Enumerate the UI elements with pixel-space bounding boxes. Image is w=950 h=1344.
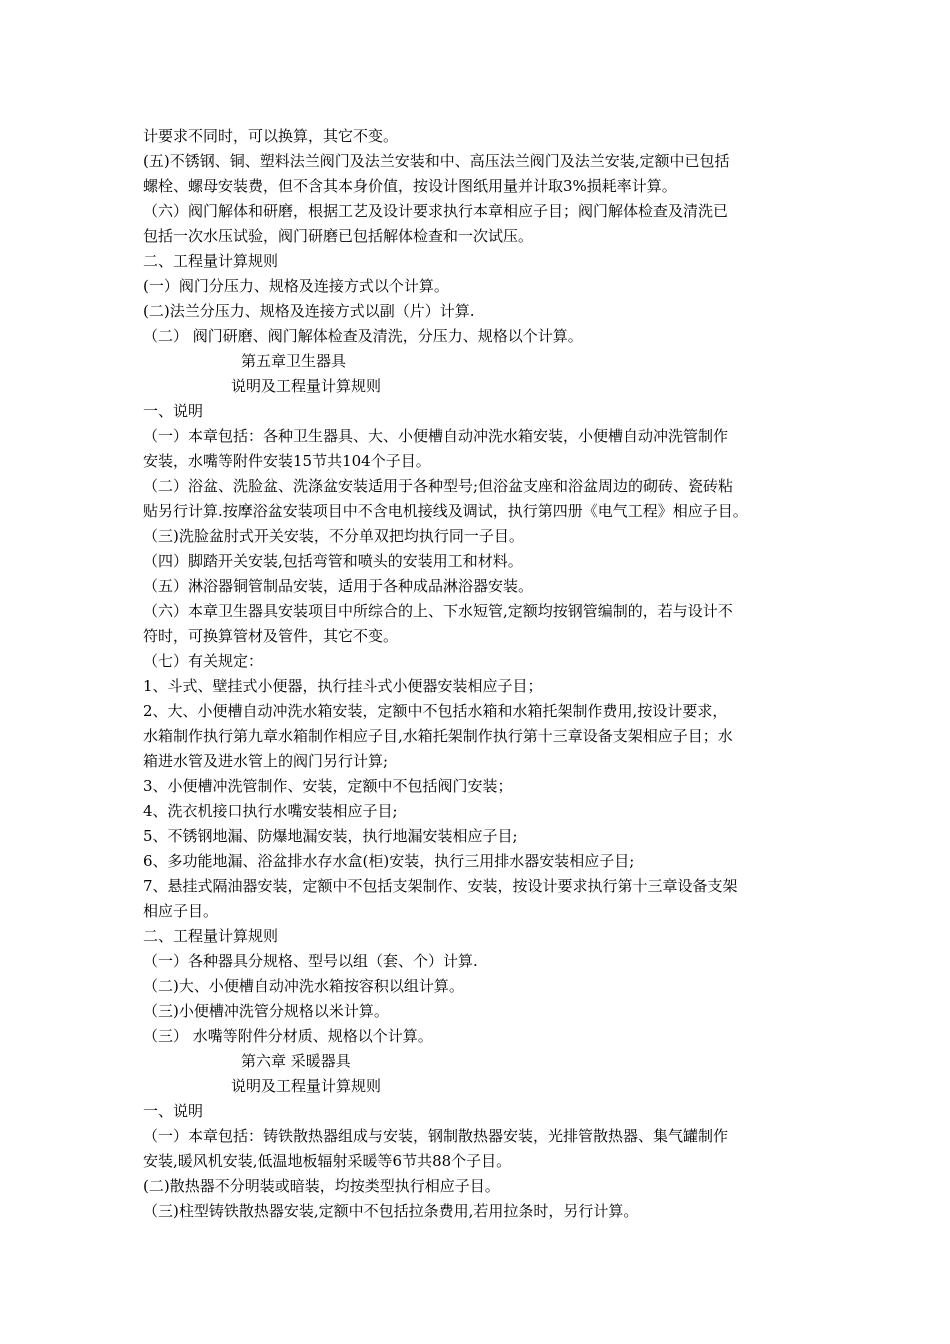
text-line: 2、大、小便槽自动冲洗水箱安装，定额中不包括水箱和水箱托架制作费用,按设计要求， [143, 702, 728, 720]
text-line: (一）阀门分压力、规格及连接方式以个计算。 [143, 277, 449, 295]
text-line: 箱进水管及进水管上的阀门另行计算; [143, 752, 389, 770]
chapter-heading: 第六章 采暖器具 [241, 1052, 351, 1070]
section-subheading: 说明及工程量计算规则 [231, 1077, 382, 1095]
text-line: 水箱制作执行第九章水箱制作相应子目,水箱托架制作执行第十三章设备支架相应子目；水 [143, 727, 733, 745]
chapter-heading: 第五章卫生器具 [241, 352, 347, 370]
text-line: 7、悬挂式隔油器安装，定额中不包括支架制作、安装，按设计要求执行第十三章设备支架 [143, 877, 738, 895]
text-line: 6、多功能地漏、浴盆排水存水盒(柜)安装，执行三用排水器安装相应子目; [143, 852, 635, 870]
text-line: （三） 水嘴等附件分材质、规格以个计算。 [143, 1027, 433, 1045]
text-line: （四）脚踏开关安装,包括弯管和喷头的安装用工和材料。 [143, 552, 523, 570]
section-subheading: 说明及工程量计算规则 [231, 377, 382, 395]
text-line: （三)柱型铸铁散热器安装,定额中不包括拉条费用,若用拉条时，另行计算。 [143, 1202, 639, 1220]
text-line: 计要求不同时，可以换算，其它不变。 [143, 127, 399, 145]
text-line: （一）各种器具分规格、型号以组（套、个）计算. [143, 952, 478, 970]
text-line: 3、小便槽冲洗管制作、安装，定额中不包括阀门安装； [143, 777, 513, 795]
text-line: 安装,暖风机安装,低温地板辐射采暖等6节共88个子目。 [143, 1152, 512, 1170]
text-line: (二)法兰分压力、规格及连接方式以副（片）计算. [143, 302, 475, 320]
text-line: (五)不锈钢、铜、塑料法兰阀门及法兰安装和中、高压法兰阀门及法兰安装,定额中已包括 [143, 152, 730, 170]
text-line: 包括一次水压试验，阀门研磨已包括解体检查和一次试压。 [143, 227, 534, 245]
text-line: 二、工程量计算规则 [143, 927, 279, 945]
text-line: （三)洗脸盆肘式开关安装，不分单双把均执行同一子目。 [143, 527, 524, 545]
text-line: （五）淋浴器铜管制品安装，适用于各种成品淋浴器安装。 [143, 577, 534, 595]
text-line: （一）本章包括：铸铁散热器组成与安装，钢制散热器安装，光排管散热器、集气罐制作 [143, 1127, 729, 1145]
text-line: 一、说明 [143, 1102, 204, 1120]
document-body [143, 124, 813, 1224]
text-line: (二)散热器不分明装或暗装，均按类型执行相应子目。 [143, 1177, 500, 1195]
text-line: （二)大、小便槽自动冲洗水箱按容积以组计算。 [143, 977, 464, 995]
text-line: （二）浴盆、洗脸盆、洗涤盆安装适用于各种型号;但浴盆支座和浴盆周边的砌砖、瓷砖粘 [143, 477, 734, 495]
text-line: （七）有关规定： [143, 652, 264, 670]
text-line: （二） 阀门研磨、阀门解体检查及清洗，分压力、规格以个计算。 [143, 327, 583, 345]
text-line: 螺栓、螺母安装费，但不含其本身价值，按设计图纸用量并计取3%损耗率计算。 [143, 177, 677, 195]
text-line: （一）本章包括：各种卫生器具、大、小便槽自动冲洗水箱安装，小便槽自动冲洗管制作 [143, 427, 729, 445]
text-line: 贴另行计算.按摩浴盆安装项目中不含电机接线及调试，执行第四册《电气工程》相应子目。 [143, 502, 748, 520]
text-line: 符时，可换算管材及管件，其它不变。 [143, 627, 399, 645]
text-line: 5、不锈钢地漏、防爆地漏安装，执行地漏安装相应子目; [143, 827, 518, 845]
text-line: 相应子目。 [143, 902, 219, 920]
text-line: 4、洗衣机接口执行水嘴安装相应子目; [143, 802, 398, 820]
text-line: （六）本章卫生器具安装项目中所综合的上、下水短管,定额均按钢管编制的，若与设计不 [143, 602, 733, 620]
text-line: 1、斗式、壁挂式小便器，执行挂斗式小便器安装相应子目； [143, 677, 543, 695]
text-line: 一、说明 [143, 402, 204, 420]
text-line: （六）阀门解体和研磨，根据工艺及设计要求执行本章相应子目；阀门解体检查及清洗已 [143, 202, 729, 220]
text-line: （三)小便槽冲洗管分规格以米计算。 [143, 1002, 389, 1020]
text-line: 二、工程量计算规则 [143, 252, 279, 270]
text-line: 安装，水嘴等附件安装15节共104个子目。 [143, 452, 431, 470]
